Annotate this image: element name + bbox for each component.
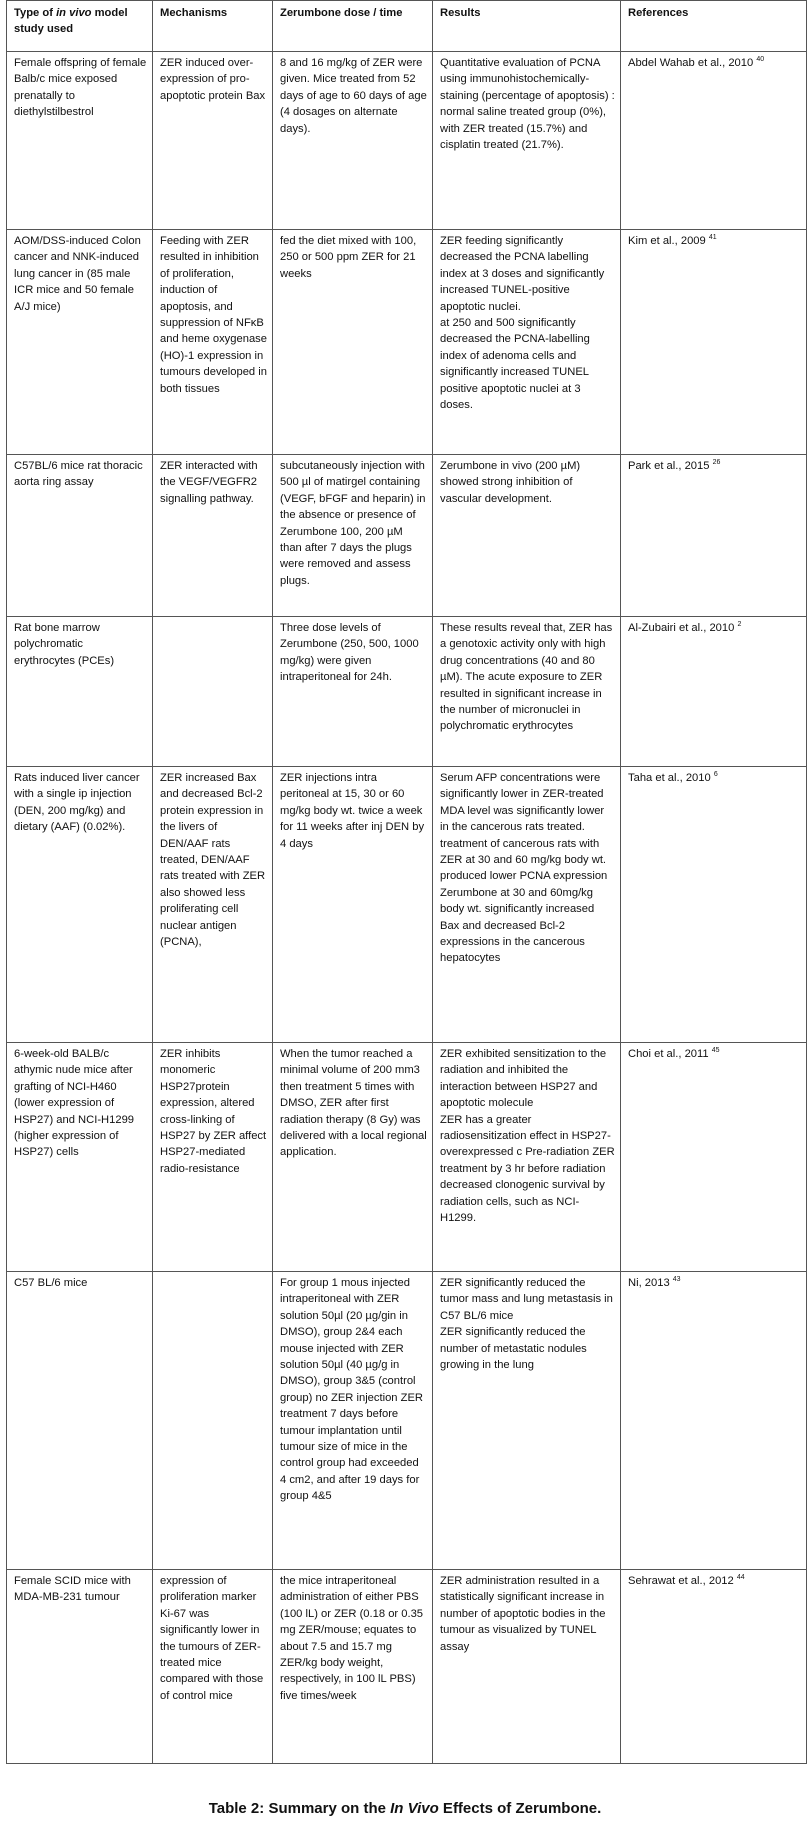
cell-mechanism	[153, 617, 273, 767]
table-row	[7, 617, 807, 767]
cell-dose: the mice intraperitoneal administration of either PBS (100 lL) or ZER (0.18 or 0.35 mg ZER/mouse; equates to about 7.5 and 15.7 mg ZER/kg body weight, respectively, in 100 lL PBS) five times/week	[273, 1570, 433, 1764]
reference-text: Choi et al., 2011	[628, 1048, 709, 1060]
cell-reference	[621, 1272, 807, 1570]
table-body	[7, 52, 807, 1764]
cell-model: Rats induced liver cancer with a single ip injection (DEN, 200 mg/kg) and dietary (AAF) (0.02%).	[7, 767, 153, 1043]
table-header-row	[7, 1, 807, 52]
cell-dose: ZER injections intra peritoneal at 15, 30 or 60 mg/kg body wt. twice a week for 11 weeks after inj DEN by 4 days	[273, 767, 433, 1043]
cell-mechanism: expression of proliferation marker Ki-67 was significantly lower in the tumours of ZER-treated mice compared with those of control mice	[153, 1570, 273, 1764]
table-caption: Table 2: Summary on the In Vivo Effects of Zerumbone.	[208, 1800, 602, 1817]
table-row	[7, 52, 807, 230]
header-references: References	[621, 1, 807, 52]
cell-model: Female offspring of female Balb/c mice exposed prenatally to diethylstilbestrol	[7, 52, 153, 230]
cell-results	[433, 767, 621, 1043]
reference-number: 26	[712, 459, 721, 466]
result-paragraph: ZER significantly reduced the tumor mass and lung metastasis in C57 BL/6 mice	[440, 1277, 613, 1322]
reference-text: Taha et al., 2010	[628, 772, 711, 784]
cell-model: Rat bone marrow polychromatic erythrocytes (PCEs)	[7, 617, 153, 767]
result-paragraph: treatment of cancerous rats with ZER at 30 and 60 mg/kg body wt. produced lower PCNA expression	[440, 837, 608, 883]
cell-model: 6-week-old BALB/c athymic nude mice after grafting of NCI-H460 (lower expression of HSP27) and NCI-H1299 (higher expression of HSP27) cells	[7, 1043, 153, 1272]
result-paragraph: ZER feeding significantly decreased the PCNA labelling index at 3 doses and significantly increased TUNEL-positive apoptotic nuclei.	[440, 235, 605, 313]
result-paragraph: Serum AFP concentrations were significantly lower in ZER-treated MDA level was significantly lower in the cancerous rats treated.	[440, 772, 605, 834]
cell-results	[433, 1272, 621, 1570]
table-row	[7, 1272, 807, 1570]
cell-reference	[621, 455, 807, 617]
cell-results	[433, 52, 621, 230]
header-results: Results	[433, 1, 621, 52]
result-paragraph: at 250 and 500 significantly decreased the PCNA-labelling index of adenoma cells and significantly increased TUNEL positive apoptotic nuclei at 3 doses.	[440, 317, 590, 412]
cell-model: C57BL/6 mice rat thoracic aorta ring assay	[7, 455, 153, 617]
table-row	[7, 1043, 807, 1272]
cell-reference	[621, 617, 807, 767]
table-row	[7, 455, 807, 617]
reference-number: 6	[713, 771, 718, 778]
cell-mechanism: ZER inhibits monomeric HSP27protein expression, altered cross-linking of HSP27 by ZER affect HSP27-mediated radio-resistance	[153, 1043, 273, 1272]
reference-text: Ni, 2013	[628, 1277, 670, 1289]
cell-dose: 8 and 16 mg/kg of ZER were given. Mice treated from 52 days of age to 60 days of age (4 dosages on alternate days).	[273, 52, 433, 230]
result-paragraph: ZER administration resulted in a statistically significant increase in number of apoptotic bodies in the tumour as visualized by TUNEL assay	[440, 1575, 606, 1653]
cell-mechanism	[153, 1272, 273, 1570]
cell-mechanism: ZER increased Bax and decreased Bcl-2 protein expression in the livers of DEN/AAF rats treated, DEN/AAF rats treated with ZER also showed less proliferating cell nuclear antigen (PCNA),	[153, 767, 273, 1043]
cell-results	[433, 617, 621, 767]
header-dose-time: Zerumbone dose / time	[273, 1, 433, 52]
cell-reference	[621, 230, 807, 455]
result-paragraph: Quantitative evaluation of PCNA using immunohistochemically-staining (percentage of apoptosis) : normal saline treated group (0%), with ZER treated (15.7%) and cisplatin treated (21.7%).	[440, 57, 615, 152]
result-paragraph: ZER exhibited sensitization to the radiation and inhibited the interaction between HSP27 and apoptotic molecule	[440, 1048, 607, 1110]
reference-number: 43	[672, 1276, 681, 1283]
result-paragraph: ZER significantly reduced the number of metastatic nodules growing in the lung	[440, 1326, 587, 1372]
cell-reference	[621, 1043, 807, 1272]
table-row	[7, 767, 807, 1043]
reference-text: Kim et al., 2009	[628, 235, 706, 247]
table-row	[7, 230, 807, 455]
reference-number: 41	[708, 234, 717, 241]
cell-results	[433, 1570, 621, 1764]
header-mechanisms: Mechanisms	[153, 1, 273, 52]
cell-results	[433, 455, 621, 617]
in-vivo-effects-table	[6, 0, 807, 1764]
result-paragraph: Zerumbone in vivo (200 µM) showed strong inhibition of vascular development.	[440, 460, 581, 505]
cell-results	[433, 230, 621, 455]
table-row	[7, 1570, 807, 1764]
cell-model: Female SCID mice with MDA-MB-231 tumour	[7, 1570, 153, 1764]
reference-number: 44	[736, 1574, 745, 1581]
reference-text: Park et al., 2015	[628, 460, 710, 472]
cell-results	[433, 1043, 621, 1272]
cell-mechanism: ZER induced over-expression of pro-apoptotic protein Bax	[153, 52, 273, 230]
cell-dose: For group 1 mous injected intraperitoneal with ZER solution 50µl (20 µg/gin in DMSO), group 2&4 each mouse injected with ZER solution 50µl (40 µg/g in DMSO), group 3&5 (control group) no ZER injection ZER treatment 7 days before tumour implantation until tumour size of mice in the control group had exceeded 4 cm2, and after 19 days for group 4&5	[273, 1272, 433, 1570]
result-paragraph: ZER has a greater radiosensitization effect in HSP27-overexpressed c Pre-radiation ZER treatment by 3 hr before radiation decreased clonogenic survival by radiation cells, such as NCI-H1299.	[440, 1113, 615, 1225]
header-model-type: Type of in vivo model study used	[7, 1, 153, 52]
cell-reference	[621, 767, 807, 1043]
cell-mechanism: Feeding with ZER resulted in inhibition of proliferation, induction of apoptosis, and suppression of NFκB and heme oxygenase (HO)-1 expression in tumours developed in both tissues	[153, 230, 273, 455]
cell-reference	[621, 52, 807, 230]
reference-number: 40	[756, 56, 765, 63]
cell-model: AOM/DSS-induced Colon cancer and NNK-induced lung cancer in (85 male ICR mice and 50 female A/J mice)	[7, 230, 153, 455]
reference-text: Abdel Wahab et al., 2010	[628, 57, 754, 69]
cell-mechanism: ZER interacted with the VEGF/VEGFR2 signalling pathway.	[153, 455, 273, 617]
cell-dose: subcutaneously injection with 500 µl of matirgel containing (VEGF, bFGF and heparin) in the absence or presence of Zerumbone 100, 200 µM than after 7 days the plugs were removed and assess plugs.	[273, 455, 433, 617]
cell-reference	[621, 1570, 807, 1764]
cell-dose: fed the diet mixed with 100, 250 or 500 ppm ZER for 21 weeks	[273, 230, 433, 455]
cell-dose: When the tumor reached a minimal volume of 200 mm3 then treatment 5 times with DMSO, ZER after first radiation therapy (8 Gy) was delivered with a local regional application.	[273, 1043, 433, 1272]
reference-number: 45	[711, 1047, 720, 1054]
reference-text: Sehrawat et al., 2012	[628, 1575, 734, 1587]
result-paragraph: Zerumbone at 30 and 60mg/kg body wt. significantly increased Bax and decreased Bcl-2 expressions in the cancerous hepatocytes	[440, 886, 595, 965]
reference-number: 2	[737, 621, 742, 628]
summary-table-container	[6, 0, 806, 1764]
reference-text: Al-Zubairi et al., 2010	[628, 622, 735, 634]
cell-dose: Three dose levels of Zerumbone (250, 500, 1000 mg/kg) were given intraperitoneal for 24h.	[273, 617, 433, 767]
result-paragraph: These results reveal that, ZER has a genotoxic activity only with high drug concentrations (40 and 80 µM). The acute exposure to ZER resulted in significant increase in the number of micronuclei in polychromatic erythrocytes	[440, 622, 613, 733]
cell-model: C57 BL/6 mice	[7, 1272, 153, 1570]
